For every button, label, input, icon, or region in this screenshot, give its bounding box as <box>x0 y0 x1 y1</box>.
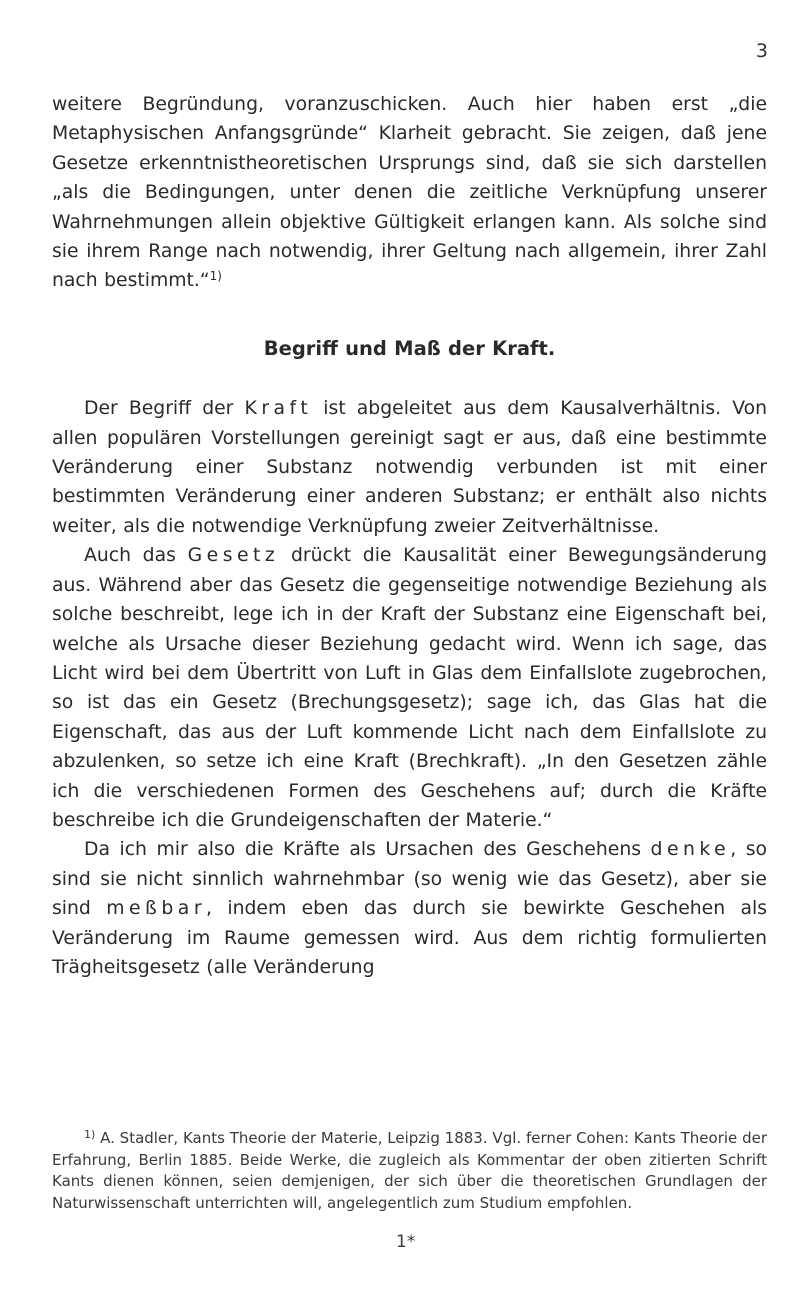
paragraph-text: ist abgeleitet aus dem Kausalverhältnis. Von allen populären Vorstellungen gereinigt sagt er aus, daß eine bestimmte Veränderung einer Substanz notwendig verbunden ist mit einer bestimmten Veränderung einer anderen Substanz; er enthält also nichts weiter, als die notwendige Verknüpfung zweier Zeitverhältnisse. <box>52 398 767 537</box>
signature-mark: 1* <box>396 1232 416 1252</box>
footnote <box>52 1128 767 1214</box>
paragraph-text: Der Begriff der <box>84 398 245 420</box>
paragraph-text: weitere Begründung, voranzuschicken. Auch hier haben erst „die Metaphysischen Anfangsgründe“ Klarheit gebracht. Sie zeigen, daß jene Gesetze erkenntnistheoretischen Ursprungs sind, daß sie sich darstellen „als die Bedingungen, unter denen die zeitliche Verknüpfung unserer Wahrnehmungen allein objektive Gültigkeit erlangen kann. Als solche sind sie ihrem Range nach notwendig, ihrer Geltung nach allgemein, ihrer Zahl nach bestimmt.“ <box>52 94 767 292</box>
page-number: 3 <box>755 40 768 62</box>
footnote-mark: 1) <box>84 1128 96 1141</box>
paragraph-text: , so sind sie nicht sinnlich wahrnehmbar (so wenig wie das Gesetz), aber sie sind <box>52 839 767 920</box>
paragraph-gesetz <box>52 541 767 835</box>
paragraph-text: , indem eben das durch sie bewirkte Geschehen als Veränderung im Raume gemessen wird. Aus dem richtig formulierten Trägheitsgesetz (alle Veränderung <box>52 898 767 978</box>
paragraph-text: drückt die Kausalität einer Bewegungsänderung aus. Während aber das Gesetz die gegenseitige notwendige Beziehung als solche beschreibt, lege ich in der Kraft der Substanz eine Eigenschaft bei, welche als Ursache dieser Beziehung gedacht wird. Wenn ich sage, das Licht wird bei dem Übertritt von Luft in Glas dem Einfallslote zugebrochen, so ist das ein Gesetz (Brechungsgesetz); sage ich, das Glas hat die Eigenschaft, das aus der Luft kommende Licht nach dem Einfallslote zu abzulenken, so setze ich eine Kraft (Brechkraft). „In den Gesetzen zähle ich die verschiedenen Formen des Geschehens auf; durch die Kräfte beschreibe ich die Grundeigenschaften der Materie.“ <box>52 545 767 831</box>
paragraph-text: Auch das <box>84 545 188 567</box>
paragraph-text: Da ich mir also die Kräfte als Ursachen des Geschehens <box>84 839 651 861</box>
paragraph-kraft <box>52 394 767 541</box>
footnotes <box>52 1128 767 1214</box>
footnote-reference: 1) <box>209 269 222 284</box>
body-text <box>52 90 767 982</box>
paragraph-continuation <box>52 90 767 296</box>
footnote-text: A. Stadler, Kants Theorie der Materie, Leipzig 1883. Vgl. ferner Cohen: Kants Theorie der Erfahrung, Berlin 1885. Beide Werke, die zugleich als Kommentar der oben zitierten Schrift Kants dienen können, seien demjenigen, der sich über die theoretischen Grundlagen der Naturwissenschaft unterrichten will, angelegentlich zum Studium empfohlen. <box>52 1129 767 1212</box>
emphasis-kraft: Kraft <box>244 398 313 420</box>
section-heading: Begriff und Maß der Kraft. <box>263 336 556 360</box>
emphasis-gesetz: Gesetz <box>187 545 280 567</box>
emphasis-messbar: meßbar <box>106 898 207 920</box>
emphasis-denke: denke <box>650 839 731 861</box>
paragraph-ursachen <box>52 835 767 982</box>
